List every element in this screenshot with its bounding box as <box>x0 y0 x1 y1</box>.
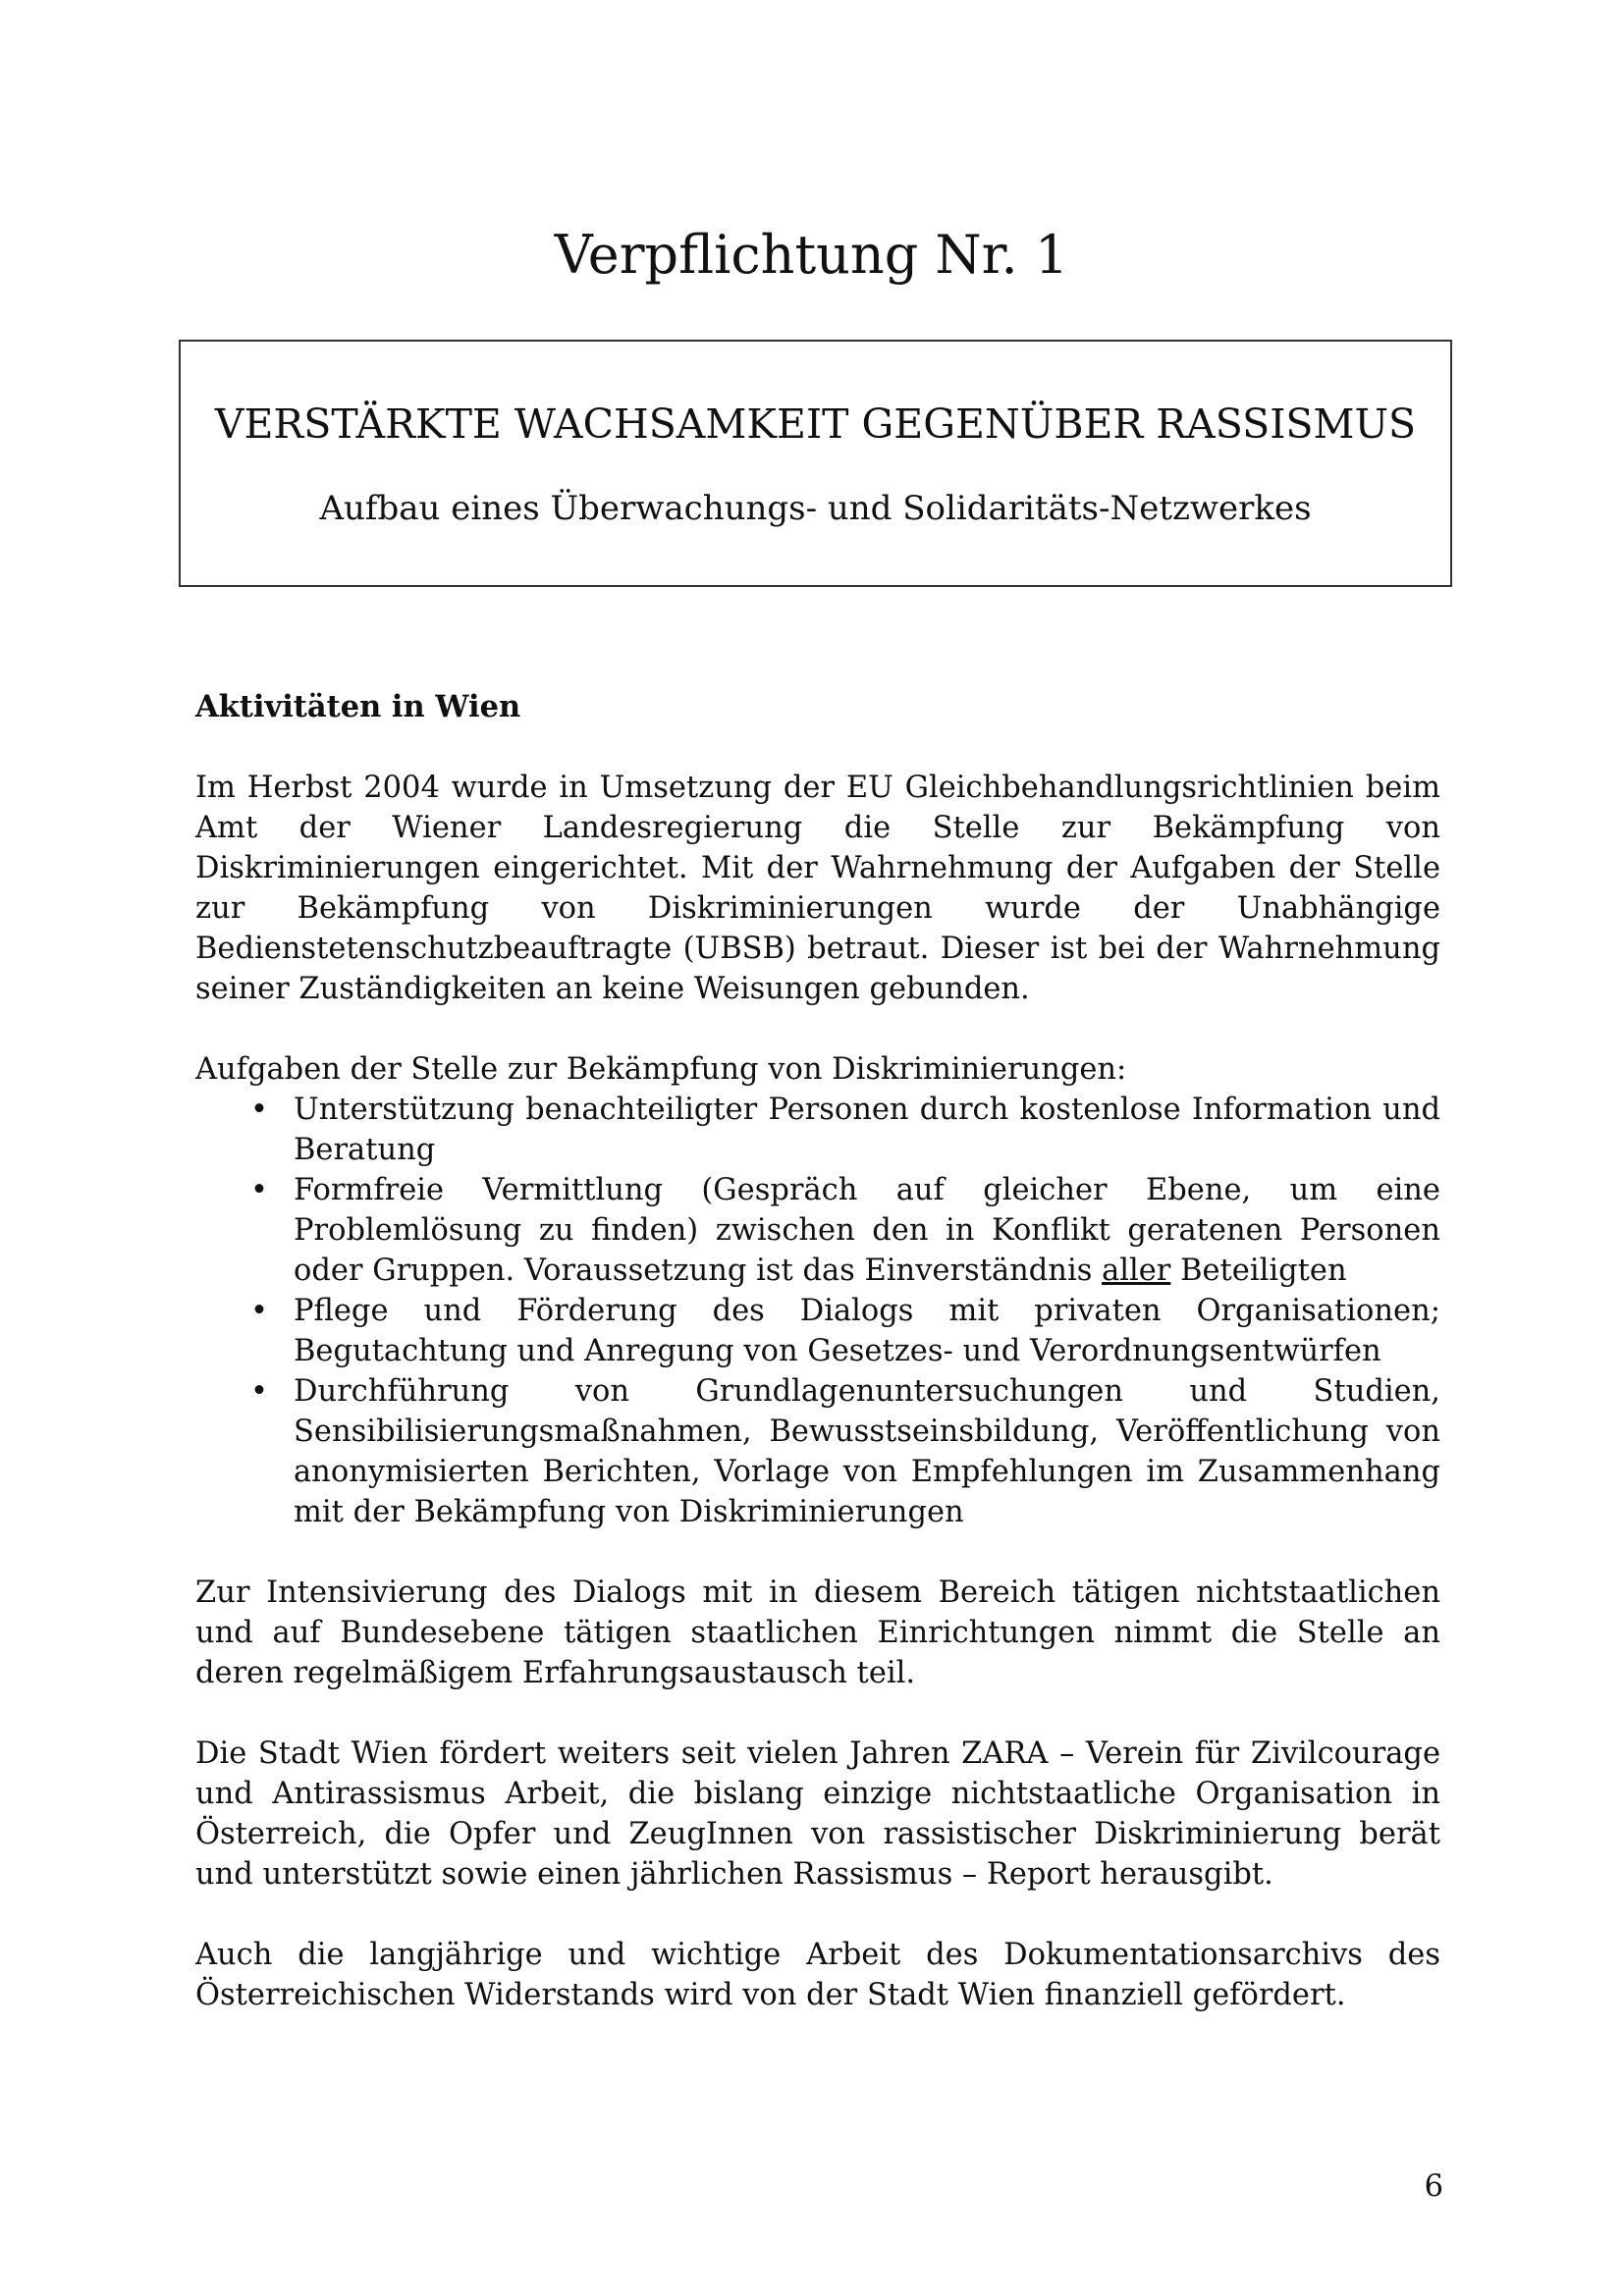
list-item-text-end: Beteiligten <box>1170 1254 1347 1288</box>
paragraph-2: Zur Intensivierung des Dialogs mit in diesem Bereich tätigen nichtstaatlichen und auf Bundesebene tätigen staatlichen Einrichtungen nimmt die Stelle an deren regelmäßigem Erfahrungsaustausch teil. <box>195 1575 1440 1690</box>
list-intro: Aufgaben der Stelle zur Bekämpfung von Diskriminierungen: <box>195 1052 1127 1087</box>
paragraph-3: Die Stadt Wien fördert weiters seit vielen Jahren ZARA – Verein für Zivilcourage und Antirassismus Arbeit, die bislang einzige nichtstaatliche Organisation in Österreich, die Opfer und ZeugInnen von rassistischer Diskriminierung berät und unterstützt sowie einen jährlichen Rassismus – Report herausgibt. <box>195 1736 1440 1892</box>
paragraph-1: Im Herbst 2004 wurde in Umsetzung der EU Gleichbehandlungsrichtlinien beim Amt der Wiener Landesregierung die Stelle zur Bekämpfung von Diskriminierungen eingerichtet. Mit der Wahrnehmung der Aufgaben der Stelle zur Bekämpfung von Diskriminierungen wurde der Unabhängige Bedienstetenschutzbeauftragte (UBSB) betraut. Dieser ist bei der Wahrnehmung seiner Zuständigkeiten an keine Weisungen gebunden. <box>195 771 1440 1006</box>
section-heading: Aktivitäten in Wien <box>195 689 521 724</box>
bullet-icon: • <box>250 1173 268 1207</box>
page-title: Verpflichtung Nr. 1 <box>554 224 1069 286</box>
list-item-text: Formfreie Vermittlung (Gespräch auf gleicher Ebene, um eine Problemlösung zu finden) zwischen den in Konflikt geratenen Personen oder Gruppen. Voraussetzung ist das Einverständnis <box>294 1173 1440 1288</box>
task-list <box>195 1090 1440 1532</box>
box-subheading: Aufbau eines Überwachungs- und Solidaritäts-Netzwerkes <box>319 489 1312 528</box>
headline-box <box>179 340 1452 587</box>
list-item-text: Pflege und Förderung des Dialogs mit privaten Organisationen; Begutachtung und Anregung von Gesetzes- und Verordnungsentwürfen <box>294 1294 1440 1368</box>
paragraph-4: Auch die langjährige und wichtige Arbeit des Dokumentationsarchivs des Österreichischen Widerstands wird von der Stadt Wien finanziell gefördert. <box>195 1938 1440 2012</box>
page-number: 6 <box>1424 2169 1443 2204</box>
list-item <box>195 1291 1440 1371</box>
list-item <box>195 1170 1440 1291</box>
bullet-icon: • <box>250 1374 268 1409</box>
list-item <box>195 1090 1440 1170</box>
document-body <box>195 687 1440 2056</box>
box-heading: VERSTÄRKTE WACHSAMKEIT GEGENÜBER RASSISMUS <box>214 400 1417 448</box>
underlined-word: aller <box>1102 1254 1171 1288</box>
list-item-text: Durchführung von Grundlagenuntersuchungen und Studien, Sensibilisierungsmaßnahmen, Bewusstseinsbildung, Veröffentlichung von anonymisierten Berichten, Vorlage von Empfehlungen im Zusammenhang mit der Bekämpfung von Diskriminierungen <box>294 1374 1440 1529</box>
bullet-icon: • <box>250 1294 268 1328</box>
bullet-icon: • <box>250 1093 268 1127</box>
list-item-text: Unterstützung benachteiligter Personen durch kostenlose Information und Beratung <box>294 1093 1440 1167</box>
list-item <box>195 1371 1440 1532</box>
